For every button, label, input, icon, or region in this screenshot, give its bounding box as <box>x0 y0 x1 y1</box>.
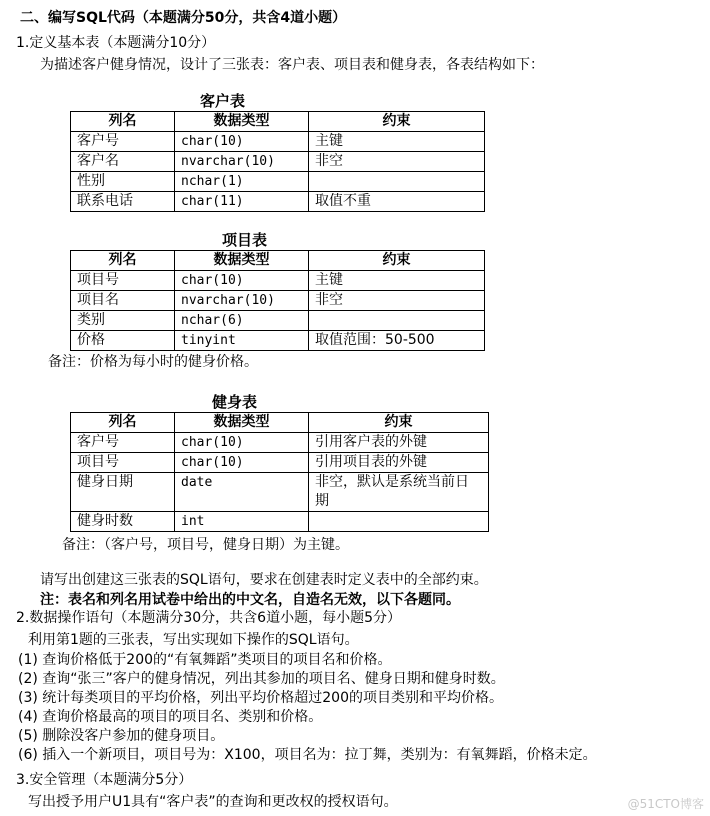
project-table-note: 备注：价格为每小时的健身价格。 <box>48 354 258 370</box>
table-row <box>71 172 485 192</box>
watermark: @51CTO博客 <box>627 797 704 811</box>
cell-constraint: 主键 <box>309 271 485 291</box>
q3-body: 写出授予用户U1具有“客户表”的查询和更改权的授权语句。 <box>28 794 398 810</box>
cell-constraint: 引用客户表的外键 <box>309 433 489 453</box>
cell-constraint <box>309 512 489 532</box>
table-row <box>71 512 489 532</box>
q1-title: 1.定义基本表（本题满分10分） <box>16 35 216 51</box>
cell-column-name: 价格 <box>71 331 175 351</box>
cell-constraint <box>309 311 485 331</box>
header-data-type: 数据类型 <box>175 112 309 132</box>
q2-item: (4) 查询价格最高的项目的项目名、类别和价格。 <box>18 709 323 725</box>
table-caption-fitness: 健身表 <box>212 393 258 411</box>
cell-constraint: 非空 <box>309 291 485 311</box>
table-row <box>71 132 485 152</box>
q1-instruction: 请写出创建这三张表的SQL语句，要求在创建表时定义表中的全部约束。 <box>40 572 488 588</box>
cell-column-name: 性别 <box>71 172 175 192</box>
cell-column-name: 项目号 <box>71 271 175 291</box>
table-header-row <box>71 251 485 271</box>
cell-constraint <box>309 172 485 192</box>
cell-column-name: 客户号 <box>71 433 175 453</box>
cell-constraint: 取值范围：50-500 <box>309 331 485 351</box>
q2-item: (5) 删除没客户参加的健身项目。 <box>18 728 225 744</box>
q2-title: 2.数据操作语句（本题满分30分，共含6道小题，每小题5分） <box>16 610 401 626</box>
q1-note-bold: 注：表名和列名用试卷中给出的中文名，自造名无效，以下各题同。 <box>40 592 460 608</box>
cell-column-name: 项目名 <box>71 291 175 311</box>
cell-data-type: char(10) <box>175 132 309 152</box>
table-row <box>71 152 485 172</box>
cell-data-type: char(11) <box>175 192 309 212</box>
cell-column-name: 客户号 <box>71 132 175 152</box>
table-row <box>71 291 485 311</box>
fitness-table <box>70 412 489 532</box>
cell-data-type: int <box>175 512 309 532</box>
section-title: 二、编写SQL代码（本题满分50分，共含4道小题） <box>20 10 347 26</box>
table-row <box>71 192 485 212</box>
q3-title: 3.安全管理（本题满分5分） <box>16 772 193 788</box>
cell-column-name: 健身时数 <box>71 512 175 532</box>
q2-intro: 利用第1题的三张表，写出实现如下操作的SQL语句。 <box>28 632 359 648</box>
header-constraint: 约束 <box>309 112 485 132</box>
cell-data-type: nchar(6) <box>175 311 309 331</box>
table-row <box>71 433 489 453</box>
cell-constraint: 取值不重 <box>309 192 485 212</box>
table-row <box>71 271 485 291</box>
header-constraint: 约束 <box>309 251 485 271</box>
table-caption-project: 项目表 <box>222 231 268 249</box>
q2-item: (2) 查询“张三”客户的健身情况，列出其参加的项目名、健身日期和健身时数。 <box>18 671 505 687</box>
header-constraint: 约束 <box>309 413 489 433</box>
cell-column-name: 健身日期 <box>71 473 175 512</box>
q2-item: (6) 插入一个新项目，项目号为：X100，项目名为：拉丁舞，类别为：有氧舞蹈，价格未定。 <box>18 747 597 763</box>
cell-data-type: date <box>175 473 309 512</box>
cell-constraint: 引用项目表的外键 <box>309 453 489 473</box>
header-column-name: 列名 <box>71 112 175 132</box>
fitness-table-note: 备注：（客户号，项目号，健身日期）为主键。 <box>62 537 349 553</box>
header-data-type: 数据类型 <box>175 413 309 433</box>
header-data-type: 数据类型 <box>175 251 309 271</box>
project-table <box>70 250 485 351</box>
cell-constraint: 非空 <box>309 152 485 172</box>
header-column-name: 列名 <box>71 251 175 271</box>
table-row <box>71 331 485 351</box>
cell-data-type: nchar(1) <box>175 172 309 192</box>
q2-item: (1) 查询价格低于200的“有氧舞蹈”类项目的项目名和价格。 <box>18 652 392 668</box>
cell-data-type: nvarchar(10) <box>175 291 309 311</box>
cell-column-name: 类别 <box>71 311 175 331</box>
customer-table <box>70 111 485 212</box>
cell-data-type: nvarchar(10) <box>175 152 309 172</box>
header-column-name: 列名 <box>71 413 175 433</box>
q2-item: (3) 统计每类项目的平均价格，列出平均价格超过200的项目类别和平均价格。 <box>18 690 504 706</box>
cell-data-type: char(10) <box>175 453 309 473</box>
q1-intro: 为描述客户健身情况，设计了三张表：客户表、项目表和健身表，各表结构如下： <box>40 57 544 73</box>
cell-data-type: tinyint <box>175 331 309 351</box>
cell-data-type: char(10) <box>175 433 309 453</box>
cell-column-name: 联系电话 <box>71 192 175 212</box>
cell-constraint: 主键 <box>309 132 485 152</box>
cell-column-name: 客户名 <box>71 152 175 172</box>
cell-constraint: 非空，默认是系统当前日期 <box>309 473 489 512</box>
table-header-row <box>71 413 489 433</box>
table-caption-customer: 客户表 <box>200 92 246 110</box>
table-row <box>71 473 489 512</box>
table-header-row <box>71 112 485 132</box>
table-row <box>71 453 489 473</box>
cell-column-name: 项目号 <box>71 453 175 473</box>
cell-data-type: char(10) <box>175 271 309 291</box>
table-row <box>71 311 485 331</box>
